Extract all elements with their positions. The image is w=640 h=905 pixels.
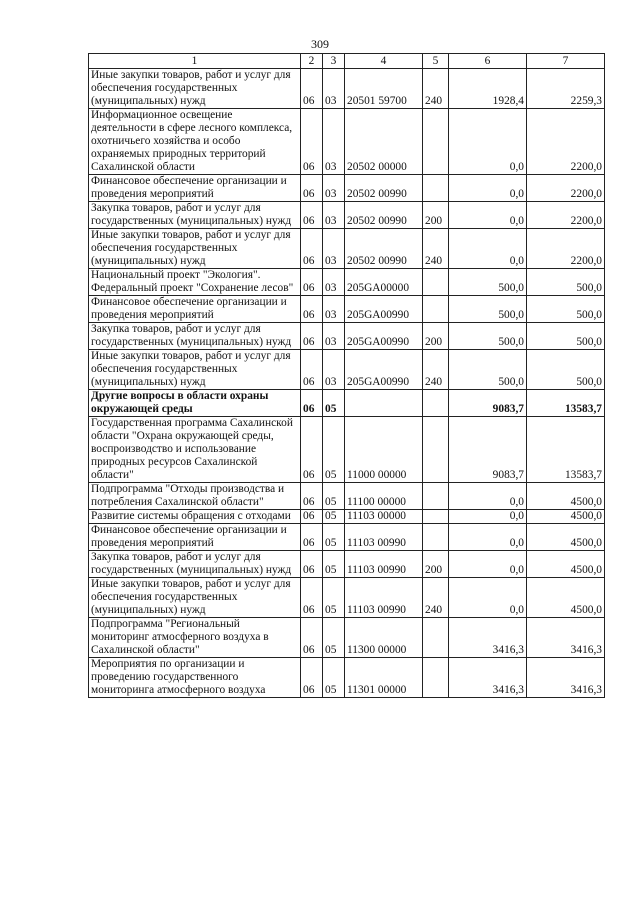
table-row [89, 483, 605, 510]
amount-year1-cell: 1928,4 [449, 69, 527, 109]
amount-year2-cell: 4500,0 [527, 551, 605, 578]
row-name-cell: Закупка товаров, работ и услуг для государственных (муниципальных) нужд [89, 551, 301, 578]
section-code-cell: 06 [301, 350, 323, 390]
amount-year1-cell: 3416,3 [449, 658, 527, 698]
table-row [89, 390, 605, 417]
target-article-cell: 205GA00990 [345, 350, 423, 390]
table-row [89, 229, 605, 269]
section-code-cell: 06 [301, 578, 323, 618]
amount-year2-cell: 2200,0 [527, 202, 605, 229]
amount-year2-cell: 2200,0 [527, 229, 605, 269]
amount-year2-cell: 2200,0 [527, 175, 605, 202]
expense-type-cell [423, 175, 449, 202]
target-article-cell: 20502 00990 [345, 202, 423, 229]
row-name-cell: Подпрограмма "Отходы производства и потребления Сахалинской области" [89, 483, 301, 510]
amount-year1-cell: 0,0 [449, 551, 527, 578]
amount-year2-cell: 4500,0 [527, 524, 605, 551]
expense-type-cell: 200 [423, 202, 449, 229]
row-name-cell: Государственная программа Сахалинской области "Охрана окружающей среды, воспроизводство и использование природных ресурсов Сахалинской области" [89, 417, 301, 483]
section-code-cell: 06 [301, 323, 323, 350]
subsection-code-cell: 05 [323, 618, 345, 658]
header-cell: 3 [323, 54, 345, 69]
target-article-cell: 11103 00000 [345, 510, 423, 524]
expense-type-cell: 240 [423, 350, 449, 390]
amount-year1-cell: 500,0 [449, 323, 527, 350]
amount-year1-cell: 0,0 [449, 175, 527, 202]
amount-year2-cell: 2259,3 [527, 69, 605, 109]
target-article-cell: 11103 00990 [345, 524, 423, 551]
section-code-cell: 06 [301, 524, 323, 551]
section-code-cell: 06 [301, 483, 323, 510]
section-code-cell: 06 [301, 175, 323, 202]
row-name-cell: Финансовое обеспечение организации и проведения мероприятий [89, 296, 301, 323]
table-row [89, 350, 605, 390]
section-code-cell: 06 [301, 618, 323, 658]
row-name-cell: Другие вопросы в области охраны окружающей среды [89, 390, 301, 417]
section-code-cell: 06 [301, 69, 323, 109]
section-code-cell: 06 [301, 417, 323, 483]
amount-year2-cell: 4500,0 [527, 483, 605, 510]
section-code-cell: 06 [301, 551, 323, 578]
amount-year2-cell: 500,0 [527, 296, 605, 323]
section-code-cell: 06 [301, 510, 323, 524]
expense-type-cell [423, 483, 449, 510]
table-row [89, 202, 605, 229]
row-name-cell: Развитие системы обращения с отходами [89, 510, 301, 524]
subsection-code-cell: 03 [323, 229, 345, 269]
amount-year1-cell: 3416,3 [449, 618, 527, 658]
target-article-cell: 11100 00000 [345, 483, 423, 510]
table-row [89, 578, 605, 618]
amount-year1-cell: 0,0 [449, 510, 527, 524]
amount-year1-cell: 0,0 [449, 229, 527, 269]
row-name-cell: Мероприятия по организации и проведению государственного мониторинга атмосферного воздуха [89, 658, 301, 698]
amount-year2-cell: 500,0 [527, 323, 605, 350]
table-row [89, 323, 605, 350]
row-name-cell: Иные закупки товаров, работ и услуг для обеспечения государственных (муниципальных) нужд [89, 350, 301, 390]
expense-type-cell [423, 390, 449, 417]
subsection-code-cell: 05 [323, 510, 345, 524]
target-article-cell: 205GA00000 [345, 269, 423, 296]
subsection-code-cell: 03 [323, 323, 345, 350]
expense-type-cell [423, 417, 449, 483]
section-code-cell: 06 [301, 202, 323, 229]
section-code-cell: 06 [301, 229, 323, 269]
amount-year1-cell: 9083,7 [449, 390, 527, 417]
row-name-cell: Финансовое обеспечение организации и проведения мероприятий [89, 175, 301, 202]
target-article-cell: 20502 00990 [345, 229, 423, 269]
table-row [89, 417, 605, 483]
expense-type-cell [423, 269, 449, 296]
expense-type-cell [423, 510, 449, 524]
table-row [89, 269, 605, 296]
amount-year2-cell: 2200,0 [527, 109, 605, 175]
amount-year2-cell: 13583,7 [527, 417, 605, 483]
amount-year2-cell: 3416,3 [527, 618, 605, 658]
subsection-code-cell: 05 [323, 578, 345, 618]
subsection-code-cell: 03 [323, 109, 345, 175]
amount-year1-cell: 0,0 [449, 578, 527, 618]
section-code-cell: 06 [301, 390, 323, 417]
amount-year2-cell: 500,0 [527, 269, 605, 296]
amount-year2-cell: 500,0 [527, 350, 605, 390]
row-name-cell: Иные закупки товаров, работ и услуг для обеспечения государственных (муниципальных) нужд [89, 229, 301, 269]
section-code-cell: 06 [301, 269, 323, 296]
target-article-cell: 11103 00990 [345, 578, 423, 618]
expense-type-cell [423, 618, 449, 658]
header-cell: 4 [345, 54, 423, 69]
target-article-cell: 11301 00000 [345, 658, 423, 698]
expense-type-cell: 240 [423, 69, 449, 109]
subsection-code-cell: 05 [323, 524, 345, 551]
expense-type-cell: 200 [423, 551, 449, 578]
subsection-code-cell: 05 [323, 658, 345, 698]
section-code-cell: 06 [301, 658, 323, 698]
target-article-cell: 11000 00000 [345, 417, 423, 483]
row-name-cell: Иные закупки товаров, работ и услуг для обеспечения государственных (муниципальных) нужд [89, 69, 301, 109]
row-name-cell: Национальный проект "Экология". Федеральный проект "Сохранение лесов" [89, 269, 301, 296]
amount-year1-cell: 500,0 [449, 296, 527, 323]
expense-type-cell [423, 109, 449, 175]
amount-year1-cell: 0,0 [449, 524, 527, 551]
row-name-cell: Закупка товаров, работ и услуг для государственных (муниципальных) нужд [89, 202, 301, 229]
target-article-cell: 205GA00990 [345, 296, 423, 323]
section-code-cell: 06 [301, 296, 323, 323]
subsection-code-cell: 05 [323, 390, 345, 417]
row-name-cell: Иные закупки товаров, работ и услуг для обеспечения государственных (муниципальных) нужд [89, 578, 301, 618]
header-cell: 7 [527, 54, 605, 69]
header-cell: 2 [301, 54, 323, 69]
table-row [89, 109, 605, 175]
expense-type-cell: 240 [423, 578, 449, 618]
amount-year1-cell: 0,0 [449, 483, 527, 510]
header-cell: 1 [89, 54, 301, 69]
table-row [89, 296, 605, 323]
row-name-cell: Закупка товаров, работ и услуг для государственных (муниципальных) нужд [89, 323, 301, 350]
target-article-cell [345, 390, 423, 417]
budget-table [88, 53, 605, 698]
subsection-code-cell: 03 [323, 202, 345, 229]
amount-year2-cell: 4500,0 [527, 510, 605, 524]
header-cell: 6 [449, 54, 527, 69]
amount-year2-cell: 13583,7 [527, 390, 605, 417]
amount-year1-cell: 9083,7 [449, 417, 527, 483]
table-row [89, 69, 605, 109]
subsection-code-cell: 05 [323, 551, 345, 578]
row-name-cell: Финансовое обеспечение организации и проведения мероприятий [89, 524, 301, 551]
row-name-cell: Информационное освещение деятельности в сфере лесного комплекса, охотничьего хозяйства и особо охраняемых природных территорий Сахалинской области [89, 109, 301, 175]
section-code-cell: 06 [301, 109, 323, 175]
expense-type-cell: 240 [423, 229, 449, 269]
expense-type-cell: 200 [423, 323, 449, 350]
header-cell: 5 [423, 54, 449, 69]
amount-year1-cell: 500,0 [449, 269, 527, 296]
table-row [89, 524, 605, 551]
subsection-code-cell: 03 [323, 269, 345, 296]
amount-year1-cell: 0,0 [449, 109, 527, 175]
row-name-cell: Подпрограмма "Региональный мониторинг атмосферного воздуха в Сахалинской области" [89, 618, 301, 658]
subsection-code-cell: 05 [323, 483, 345, 510]
amount-year1-cell: 500,0 [449, 350, 527, 390]
expense-type-cell [423, 296, 449, 323]
table-row [89, 510, 605, 524]
expense-type-cell [423, 658, 449, 698]
table-row [89, 658, 605, 698]
expense-type-cell [423, 524, 449, 551]
table-row [89, 175, 605, 202]
target-article-cell: 20501 59700 [345, 69, 423, 109]
target-article-cell: 20502 00990 [345, 175, 423, 202]
page-number: 309 [311, 37, 329, 51]
target-article-cell: 205GA00990 [345, 323, 423, 350]
table-row [89, 618, 605, 658]
target-article-cell: 11103 00990 [345, 551, 423, 578]
amount-year2-cell: 3416,3 [527, 658, 605, 698]
subsection-code-cell: 03 [323, 69, 345, 109]
subsection-code-cell: 03 [323, 175, 345, 202]
header-row [89, 54, 605, 69]
subsection-code-cell: 03 [323, 296, 345, 323]
amount-year1-cell: 0,0 [449, 202, 527, 229]
table-row [89, 551, 605, 578]
amount-year2-cell: 4500,0 [527, 578, 605, 618]
subsection-code-cell: 05 [323, 417, 345, 483]
target-article-cell: 20502 00000 [345, 109, 423, 175]
target-article-cell: 11300 00000 [345, 618, 423, 658]
subsection-code-cell: 03 [323, 350, 345, 390]
